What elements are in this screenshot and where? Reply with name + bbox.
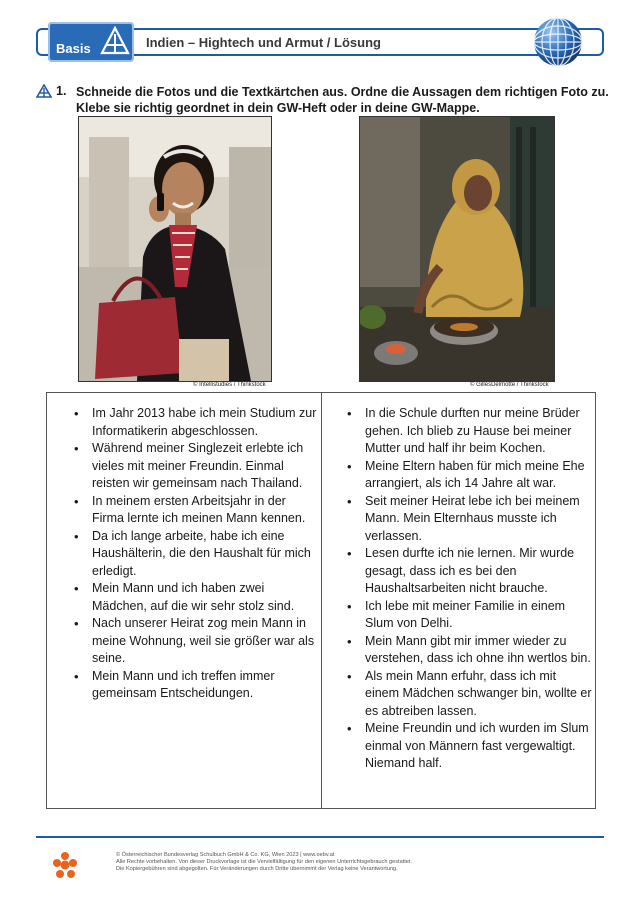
right-photo-credit: © GillesDelmotte / Thinkstock — [470, 382, 549, 388]
footer-line-2: Alle Rechte vorbehalten. Von dieser Druckvorlage ist die Vervielfältigung für den eigenen Unterrichtsgebrauch gestattet. — [116, 859, 413, 865]
left-photo-credit: © Intellistudies / Thinkstock — [193, 382, 266, 388]
footer-line-1: © Österreichischer Bundesverlag Schulbuch GmbH & Co. KG, Wien 2023 | www.oebv.at — [116, 852, 335, 858]
statement-item: • Im Jahr 2013 habe ich mein Studium zur Informatikerin abgeschlossen. — [72, 405, 318, 440]
photo-slum-woman — [359, 116, 555, 382]
statement-item: • In die Schule durften nur meine Brüder gehen. Ich blieb zu Hause bei meiner Mutter und half ihr beim Kochen. — [345, 405, 593, 458]
statement-item: • Mein Mann und ich treffen immer gemeinsam Entscheidungen. — [72, 668, 318, 703]
statement-item: • Seit meiner Heirat lebe ich bei meinem Mann. Mein Elternhaus musste ich verlassen. — [345, 493, 593, 546]
slum-woman-image — [360, 117, 554, 381]
triangle-logo-icon — [100, 26, 130, 56]
task-instruction: Schneide die Fotos und die Textkärtchen aus. Ordne die Aussagen dem richtigen Foto zu. Klebe sie richtig geordnet in dein GW-Heft oder in deine GW-Mappe. — [76, 85, 609, 115]
table-column-divider — [321, 392, 322, 809]
statement-item: • Während meiner Singlezeit erlebte ich vieles mit meiner Freundin. Einmal reisten wir gemeinsam nach Thailand. — [72, 440, 318, 493]
statement-item: • Mein Mann gibt mir immer wieder zu verstehen, dass ich ohne ihn wertlos bin. — [345, 633, 593, 668]
businesswoman-image — [79, 117, 271, 381]
left-statement-list — [72, 405, 318, 703]
footer-legal — [116, 852, 412, 873]
footer-rule — [36, 836, 604, 838]
right-statement-list — [345, 405, 593, 773]
statement-item: • Ich lebe mit meiner Familie in einem Slum von Delhi. — [345, 598, 593, 633]
task-number: 1. — [56, 84, 67, 98]
logo-label: Basis — [56, 41, 91, 56]
statement-item: • Mein Mann und ich haben zwei Mädchen, auf die wir sehr stolz sind. — [72, 580, 318, 615]
task-triangle-icon — [36, 84, 52, 98]
page-title: Indien – Hightech und Armut / Lösung — [146, 35, 381, 50]
footer-line-3: Die Kopiergebühren sind abgegolten. Für Veränderungen durch Dritte übernimmt der Verlag keine Verantwortung. — [116, 866, 398, 872]
statement-item: • Da ich lange arbeite, habe ich eine Haushälterin, die den Haushalt für mich erledigt. — [72, 528, 318, 581]
photo-businesswoman — [78, 116, 272, 382]
statement-item: • Meine Eltern haben für mich meine Ehe arrangiert, als ich 14 Jahre alt war. — [345, 458, 593, 493]
statement-item: • Meine Freundin und ich wurden im Slum einmal von Männern fast vergewaltigt. Niemand half. — [345, 720, 593, 773]
statement-item: • Nach unserer Heirat zog mein Mann in meine Wohnung, weil sie größer war als seine. — [72, 615, 318, 668]
basis-logo — [48, 22, 134, 62]
globe-icon — [531, 15, 585, 69]
statement-item: • Als mein Mann erfuhr, dass ich mit einem Mädchen schwanger bin, wollte er es abtreiben lassen. — [345, 668, 593, 721]
statement-item: • In meinem ersten Arbeitsjahr in der Firma lernte ich meinen Mann kennen. — [72, 493, 318, 528]
statement-item: • Lesen durfte ich nie lernen. Mir wurde gesagt, dass ich es bei den Haushaltsarbeiten nicht brauche. — [345, 545, 593, 598]
publisher-logo-icon — [52, 850, 78, 880]
